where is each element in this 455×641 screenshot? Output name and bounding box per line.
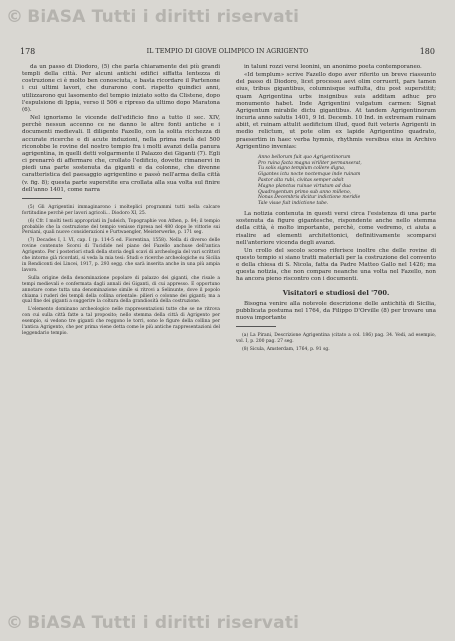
verse-line: Nonas Decembris dicitur indictione meridie (258, 195, 361, 201)
verse-line: Tu solis signo templum collere digna, (258, 166, 346, 172)
footnote-divider (22, 198, 62, 199)
paragraph: in taluni rozzi versi leonini, un anonimo poeta contemporaneo. (244, 64, 422, 70)
watermark-text: BiASA Tutti i diritti riservati (27, 7, 300, 27)
footnote: (8) Sicula, Amsterdam, 1764, p. 91 sg. (242, 347, 330, 353)
footnote: (a) La Pirani, Descrizione Agrigentina (citato a col. 186) pag. 34. Vedi, ad esempio, vol. I, p. 200 pag. 27 seg. (236, 333, 436, 345)
footnote-divider (236, 326, 276, 327)
verse-line: Pro ruina facta magna viriliter permanserat, (258, 160, 362, 166)
right-column (236, 64, 436, 355)
paragraph: Un crollo del secolo scorso riferisce inoltre che delle rovine di questo tempio si siano tratti materiali per la costruzione del convento e della chiesa di S. Nicola, fatta da Padre Matteo Gallo nel 1426; ma questa notizia, che non compare neanche una volta nel Fazello, non ha ancora pieno riscontro con i documenti. (236, 247, 436, 283)
page-header (20, 44, 435, 58)
verse-line: Quadrogentum primo sub anno milleno, (258, 189, 352, 195)
verse-line: Tale visae fuit indictione tabe. (258, 201, 329, 207)
paragraph: da un passo di Diodoro, (5) che parla chiaramente dei più grandi templi della città. Per alcuni antichi edifici siffatta lentezza di costruzione ci è molto ben conosciuta, e basta ricordare il Partenone i cui ultimi lavori, che durarono cont. rispetto quindici anni, utilizzarono qui lasomento del tempio iniziato sotto da Clistene, dopo l'espulsione di Ippia, verso il 506 e ripreso da ultimo dopo Maratona (6). (22, 64, 220, 113)
verse-line: Pastor alta rubi, civitas semper adsit (258, 178, 344, 184)
watermark-bottom (0, 610, 455, 636)
footnote: L'elemento dominano archeologico nelle rappresentazioni tutte che se ne ritrova con cui sulla città fatte a tal proposito; nello stemma della città di Agrigento per esempio, si vedono tre giganti che reggono le torri, sono le figure della collina per l'antica Agrigento, che per prima viene detta come le più antiche rappresentazioni del leggendario tempio. (22, 307, 220, 336)
footnote: (5) Gli Agrigentini immaginarono i molteplici programmi tutti nella calcare fortitudine perchè per lavori agricoli... Diodoro XI, 25. (22, 204, 220, 216)
paragraph: Nel ignorismo le vicende dell'edificio fino a tutto il sec. XIV, perchè nessun accenno ce ne danno le altre fonti antiche e i documenti medievali. Il diligente Fazello, con la solita ricchezza di accurate ricerche e di acute induzioni, nella prima metà del 500 riconobbe le rovine del nostro tempio fra i molti avanzi della panura agrigentina, in quelli detti volgarmente il Palazzo dei Giganti (7). Egli ci prenarrò di affermare che, crollato l'edificio, dovette rimanervi in piedi una parte sostenuta da giganti e da colonne, che divenne caratteristica del paesaggio agrigentino e passò nell'arma della città (v. fig. 8); questa parte superstite era crollata alla sua volta sul finire dell'anno 1401, come narra (22, 115, 220, 193)
left-page-number: 178 (20, 46, 36, 56)
footnotes (236, 333, 436, 353)
verse-line: Gigantes ictu nocte noctemque inde ruinam (258, 172, 361, 178)
watermark-text: BiASA Tutti i diritti riservati (27, 613, 300, 633)
verse-line: Anno bellorum fuit quo Agrigentinorum (258, 154, 351, 160)
paragraph: Bisogna venire alla notevole descrizione delle antichità di Sicilia, pubblicata postuma nel 1764, da Filippo D'Orville (8) per trovare una nuova importante (236, 300, 436, 322)
verse-quote (258, 155, 436, 207)
footnote: Sulla origine della denominazione popolare di palazzo dei giganti, che risale a tempi medievali e confermata dagli annali dei Giganti, di cui appresso. E opportuno annotare come tutta una denominazione simile si ritrovi a Selinunte, dove il popolo chiama i ruderi dei templi della collina orientale: pilieri o colonne dei giganti; ma a qual fine dei giganti a suggerire la coltura della grandiosità della costruzione. (22, 275, 220, 305)
right-page-number: 180 (419, 46, 435, 56)
document-page (8, 40, 445, 600)
footnote: (6) Cfr. I molti testi appropriati in Judeich, Topographie von Athen, p. 84; il tempio probabile che la costruzione del tempio venisse ripresa nel 480 dopo le vittorie sui Persiani, quali nuove considerazioni e Furtwaengler, Meisterwerke, p. 171 seg. (22, 218, 220, 236)
verse-line: Magno planctus ruinae virtutum ad dua (258, 183, 351, 189)
footnotes (22, 205, 220, 337)
watermark-top (0, 4, 455, 30)
running-title: IL TEMPIO DI GIOVE OLIMPICO IN AGRIGENTO (146, 47, 309, 55)
paragraph: La notizia contenuta in questi versi circa l'esistenza di una parte sostenuta da figure gigantesche, rispondente anche nello stemma della città, è molto importante, perchè, come vedremo, ci aiuta a risalire ad elementi architettonici, definitivamente scomparsi nell'anteriore vicenda degli avanzi. (236, 211, 436, 246)
footnote: (7) Decades I, I. VI, cap. I (p. 114-5 ed. Fiorentina, 1558). Nella di diverso delle rovine contenute Scorsi di Tucidide nel piano del Fazello anchuse dell'antica Agrigento. Per i posteriori studi della storia degli scavi di archeologia del vari scrittori che intorno già ricordati, si veda la mia tesi: Studi e ricerche archeologiche su Sicilia in Rendiconti dei Lincei, 1917, p. 293 segg. che sarà inserita anche in una più ampia lavoro. (22, 238, 220, 273)
copyright-icon: © (6, 613, 24, 633)
section-title: Visitatori e studiosi del '700. (282, 288, 390, 297)
left-column (22, 64, 220, 339)
paragraph: «Id templum» scrive Fazello dopo aver riferito un breve riassunto del passo di Diodoro, licet processu aevi olim corruerit, pars tamen eius, tribus gigantibus, columnisque suffulta, diu post superstitit; quam Agrigentina urbs insignibus suis additam adhuc pro monumento habet. Inde Agrigentini vulgatum carmen: Signat Agrigentum mirabile dictu gigantibus. At tandem Agrigentinorum incuria anno salutis 1401, 9 Id. Decemb. 10 Ind. in extremam ruinam abiit, et ruinam attulit aedificium illud, quod fuit veteris Agrigenti in medio relictum, ut pote olim ex lapide Agrigentino quadrato, praesertim in haec verba hymnis, rhythmis versibus eius in Archivo Agrigentino invenias: (236, 72, 436, 150)
copyright-icon: © (6, 7, 24, 27)
